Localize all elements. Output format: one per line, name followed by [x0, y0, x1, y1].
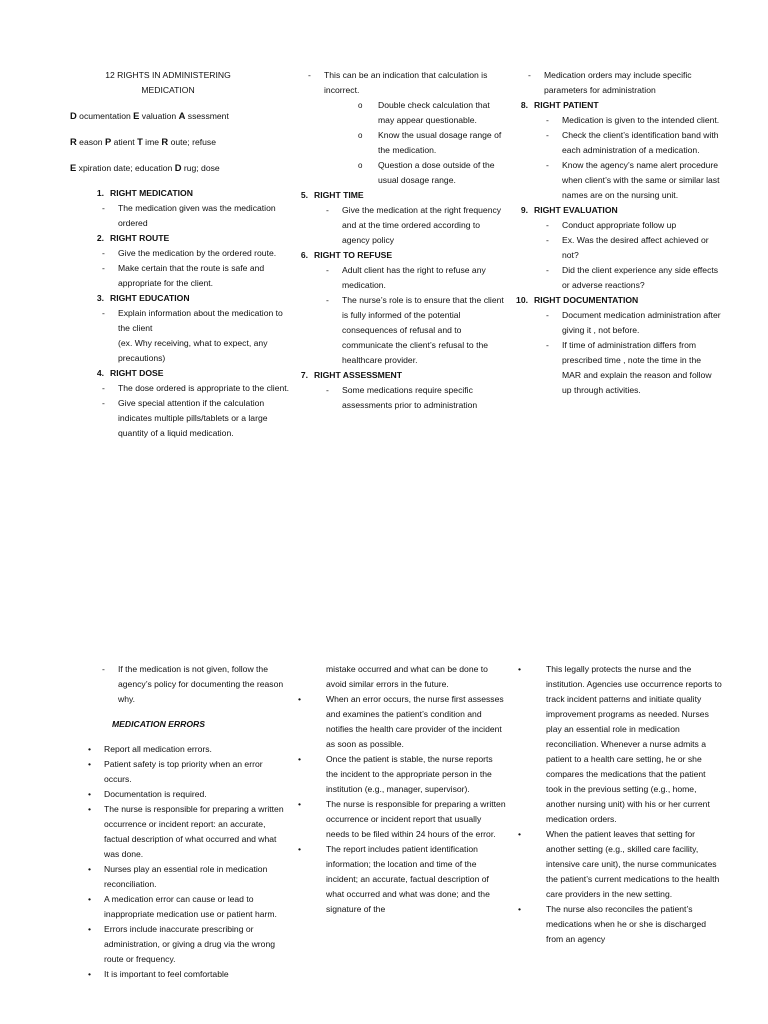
list-item [512, 662, 722, 827]
list-item [292, 203, 506, 248]
list-item [292, 383, 506, 413]
list-item [512, 308, 722, 338]
title-line-2: MEDICATION [141, 85, 195, 95]
dash-marker: - [102, 263, 105, 273]
list-item [70, 742, 290, 757]
list-item [512, 338, 722, 398]
list-item [292, 158, 506, 188]
dash-marker: - [546, 310, 549, 320]
continued-text: mistake occurred and what can be done to avoid similar errors in the future. [326, 664, 488, 689]
right-number: 1. [96, 188, 104, 198]
dash-marker: - [102, 308, 105, 318]
bullet-marker: • [298, 799, 302, 809]
dash-marker: - [102, 398, 105, 408]
list-item-text: Give the medication at the right frequency and at the time ordered according to agency policy [342, 205, 502, 245]
list-item [70, 922, 290, 967]
list-item [292, 752, 506, 797]
bullet-marker: • [298, 844, 302, 854]
document-title [70, 68, 290, 98]
list-item-text: The nurse is responsible for preparing a written occurrence or incident report that usually needs to be filed within 24 hours of the error. [326, 799, 506, 839]
list-item-text: Conduct appropriate follow up [562, 220, 677, 230]
rights-list-8-10 [512, 98, 722, 398]
right-title: RIGHT EVALUATION [534, 205, 618, 215]
list-item-text: Report all medication errors. [104, 744, 212, 754]
list-item [512, 902, 722, 947]
list-item [70, 787, 290, 802]
list-item-text: The nurse’s role is to ensure that the client is fully informed of the potential consequences of refusal and to communicate the client’s refusal to the healthcare provider. [342, 295, 504, 365]
dash-marker: - [102, 664, 105, 674]
right-heading [274, 248, 506, 263]
circle-marker: o [358, 131, 363, 140]
dash-marker: - [102, 383, 105, 393]
list-item [70, 662, 290, 707]
right-number: 4. [96, 368, 104, 378]
list-item-text: If the medication is not given, follow the agency’s policy for documenting the reason why. [118, 664, 284, 704]
right-heading [494, 203, 722, 218]
bullet-marker: • [298, 694, 302, 704]
right-title: RIGHT EDUCATION [110, 293, 190, 303]
list-item-text: Adult client has the right to refuse any medication. [342, 265, 486, 290]
bullet-marker: • [88, 744, 92, 754]
mnemonic-word: eason [76, 137, 105, 147]
bullet-marker: • [88, 789, 92, 799]
list-item [512, 128, 722, 158]
reconciliation-list [512, 662, 722, 947]
right-title: RIGHT TO REFUSE [314, 250, 393, 260]
right-title: RIGHT PATIENT [534, 100, 599, 110]
dash-marker: - [546, 220, 549, 230]
list-item [70, 306, 290, 366]
list-item [70, 862, 290, 892]
mnemonic-line [70, 108, 290, 124]
list-item [292, 263, 506, 293]
page2-column-2 [292, 662, 506, 917]
list-item-text: The medication given was the medication ordered [118, 203, 276, 228]
mnemonic-letter: T [137, 136, 143, 147]
right-heading [70, 231, 290, 246]
list-item [292, 293, 506, 368]
mnemonic-word: rug; dose [181, 163, 220, 173]
list-item [292, 128, 506, 158]
list-item [70, 892, 290, 922]
bullet-marker: • [518, 829, 522, 839]
list-item [70, 261, 290, 291]
right-number: 9. [520, 205, 528, 215]
right-number: 6. [300, 250, 308, 260]
mnemonic-letter: E [70, 162, 77, 173]
list-item [70, 757, 290, 787]
right-heading [274, 368, 506, 383]
bullet-marker: • [88, 804, 92, 814]
list-item-text: Make certain that the route is safe and appropriate for the client. [118, 263, 265, 288]
list-item [292, 98, 506, 128]
list-item-text: If time of administration differs from prescribed time , note the time in the MAR and explain the reason and follow up through activities. [562, 340, 712, 395]
list-item-text: A medication error can cause or lead to inappropriate medication use or patient harm. [104, 894, 277, 919]
dash-marker: - [546, 235, 549, 245]
page1-column-3 [512, 68, 722, 398]
list-item-text: Question a dose outside of the usual dosage range. [378, 160, 495, 185]
list-item [512, 218, 722, 233]
document-page-2 [0, 648, 768, 1024]
list-item [512, 263, 722, 293]
list-item [70, 201, 290, 231]
bullet-marker: • [88, 969, 92, 979]
dash-marker: - [546, 265, 549, 275]
list-item-text: The nurse is responsible for preparing a written occurrence or incident report: an accurate, factual description of what occurred and what was done. [104, 804, 284, 859]
mnemonic-line [70, 134, 290, 150]
list-item [70, 396, 290, 441]
dash-marker: - [546, 160, 549, 170]
mnemonic-letter: P [104, 136, 112, 147]
dash-marker: - [326, 265, 329, 275]
right-heading [274, 188, 506, 203]
mnemonic-letter: R [161, 136, 169, 147]
bullet-marker: • [88, 864, 92, 874]
bullet-marker: • [518, 664, 522, 674]
mnemonic-letter: D [70, 110, 77, 121]
list-item [70, 967, 290, 982]
right-number: 8. [520, 100, 528, 110]
page2-column-1 [70, 662, 290, 982]
right-number: 10. [516, 295, 528, 305]
bullet-marker: • [88, 924, 92, 934]
list-item-text: This legally protects the nurse and the institution. Agencies use occurrence reports to track incident patterns and initiate quality improvement programs as needed. Nurses play an essential role in medication reconciliation. Whenever a nurse admits a patient to a health care setting, he or she compares the medications that the patient took in the previous setting (e.g., home, another nursing unit) with his or her current medication orders. [546, 664, 722, 824]
right-title: RIGHT ROUTE [110, 233, 170, 243]
mnemonic-letter: D [174, 162, 182, 173]
list-item-text: Some medications require specific assessments prior to administration [342, 385, 478, 410]
page1-column-2 [292, 68, 506, 413]
list-item-text: Know the agency’s name alert procedure when client’s with the same or similar last names are on the nursing unit. [562, 160, 720, 200]
list-item [512, 827, 722, 902]
page2-column-3 [512, 662, 722, 947]
list-item [70, 381, 290, 396]
bullet-marker: • [88, 759, 92, 769]
list-item-text: Give the medication by the ordered route. [118, 248, 277, 258]
list-item-text: It is important to feel comfortable [104, 969, 229, 979]
error-procedure-list [292, 692, 506, 917]
dash-marker: - [102, 203, 105, 213]
mnemonic-word: xpiration date; education [76, 163, 175, 173]
list-item-text: Did the client experience any side effects or adverse reactions? [562, 265, 719, 290]
right-heading [70, 186, 290, 201]
right-number: 3. [96, 293, 104, 303]
mnemonic-line [70, 160, 290, 176]
list-item-text: Once the patient is stable, the nurse reports the incident to the appropriate person in the institution (e.g., manager, supervisor). [326, 754, 493, 794]
dash-marker: - [546, 340, 549, 350]
circle-marker: o [358, 161, 363, 170]
mnemonic-block [70, 108, 290, 176]
right-title: RIGHT DOCUMENTATION [534, 295, 639, 305]
list-item-text: When an error occurs, the nurse first assesses and examines the patient’s condition and notifies the health care provider of the incident as soon as possible. [326, 694, 504, 749]
rights-list-5-7 [292, 188, 506, 413]
list-item [70, 802, 290, 862]
right-title: RIGHT ASSESSMENT [314, 370, 403, 380]
mnemonic-word: ssessment [185, 111, 229, 121]
list-item [512, 113, 722, 128]
dash-marker: - [546, 130, 549, 140]
list-item [274, 68, 506, 98]
dash-marker: - [326, 295, 329, 305]
mnemonic-letter: R [70, 136, 77, 147]
rights-list-1-4 [70, 186, 290, 441]
right-heading [70, 291, 290, 306]
list-item [292, 842, 506, 917]
list-item-text: Document medication administration after giving it , not before. [562, 310, 721, 335]
page1-column-1 [70, 68, 290, 441]
list-item-text: This can be an indication that calculation is incorrect. [324, 70, 488, 95]
medication-errors-heading: MEDICATION ERRORS [112, 719, 205, 729]
list-item-text: Medication orders may include specific parameters for administration [544, 70, 692, 95]
medication-errors-list [70, 742, 290, 982]
mnemonic-letter: A [178, 110, 186, 121]
bullet-marker: • [298, 754, 302, 764]
list-item [512, 158, 722, 203]
list-item-text: Explain information about the medication to the client (ex. Why receiving, what to expect, any precautions) [118, 308, 283, 363]
mnemonic-word: ocumentation [76, 111, 134, 121]
list-item-text: Give special attention if the calculation indicates multiple pills/tablets or a large quantity of a liquid medication. [118, 398, 268, 438]
circle-marker: o [358, 101, 363, 110]
list-item-text: The dose ordered is appropriate to the client. [118, 383, 290, 393]
dash-marker: - [308, 70, 311, 80]
list-item-text: Patient safety is top priority when an error occurs. [104, 759, 263, 784]
right-heading [494, 98, 722, 113]
mnemonic-word: atient [111, 137, 138, 147]
bullet-marker: • [88, 894, 92, 904]
right-heading [70, 366, 290, 381]
right-title: RIGHT DOSE [110, 368, 164, 378]
list-item-text: Ex. Was the desired affect achieved or not? [562, 235, 709, 260]
right-number: 5. [300, 190, 308, 200]
dash-marker: - [102, 248, 105, 258]
dash-marker: - [528, 70, 531, 80]
right-heading [494, 293, 722, 308]
list-item [494, 68, 722, 98]
list-item [292, 797, 506, 842]
list-item-text: Documentation is required. [104, 789, 207, 799]
list-item-text: Know the usual dosage range of the medication. [378, 130, 502, 155]
dose-check-sublist [292, 98, 506, 188]
list-item-text: The report includes patient identification information; the location and time of the incident; an accurate, factual description of what occurred and what was done; and the signature of the [326, 844, 490, 914]
mnemonic-word: oute; refuse [168, 137, 216, 147]
list-item-text: When the patient leaves that setting for another setting (e.g., skilled care facility, intensive care unit), the nurse communicates the patient’s current medications to the health care providers in the new setting. [546, 829, 720, 899]
dash-marker: - [326, 385, 329, 395]
list-item [292, 692, 506, 752]
right-number: 7. [300, 370, 308, 380]
list-item-text: Check the client’s identification band with each administration of a medication. [562, 130, 719, 155]
mnemonic-word: valuation [139, 111, 179, 121]
dash-marker: - [546, 115, 549, 125]
list-item-text: Medication is given to the intended client. [562, 115, 720, 125]
mnemonic-word: ime [142, 137, 162, 147]
list-item-text: The nurse also reconciles the patient’s medications when he or she is discharged from an agency [546, 904, 707, 944]
dash-marker: - [326, 205, 329, 215]
list-item [512, 233, 722, 263]
mnemonic-letter: E [133, 110, 140, 121]
list-item-text: Nurses play an essential role in medication reconciliation. [104, 864, 268, 889]
list-item-text: Double check calculation that may appear questionable. [378, 100, 490, 125]
bullet-marker: • [518, 904, 522, 914]
right-number: 2. [96, 233, 104, 243]
right-title: RIGHT TIME [314, 190, 364, 200]
title-line-1: 12 RIGHTS IN ADMINISTERING [105, 70, 231, 80]
right-title: RIGHT MEDICATION [110, 188, 193, 198]
list-item [70, 246, 290, 261]
list-item-text: Errors include inaccurate prescribing or administration, or giving a drug via the wrong route or frequency. [104, 924, 276, 964]
